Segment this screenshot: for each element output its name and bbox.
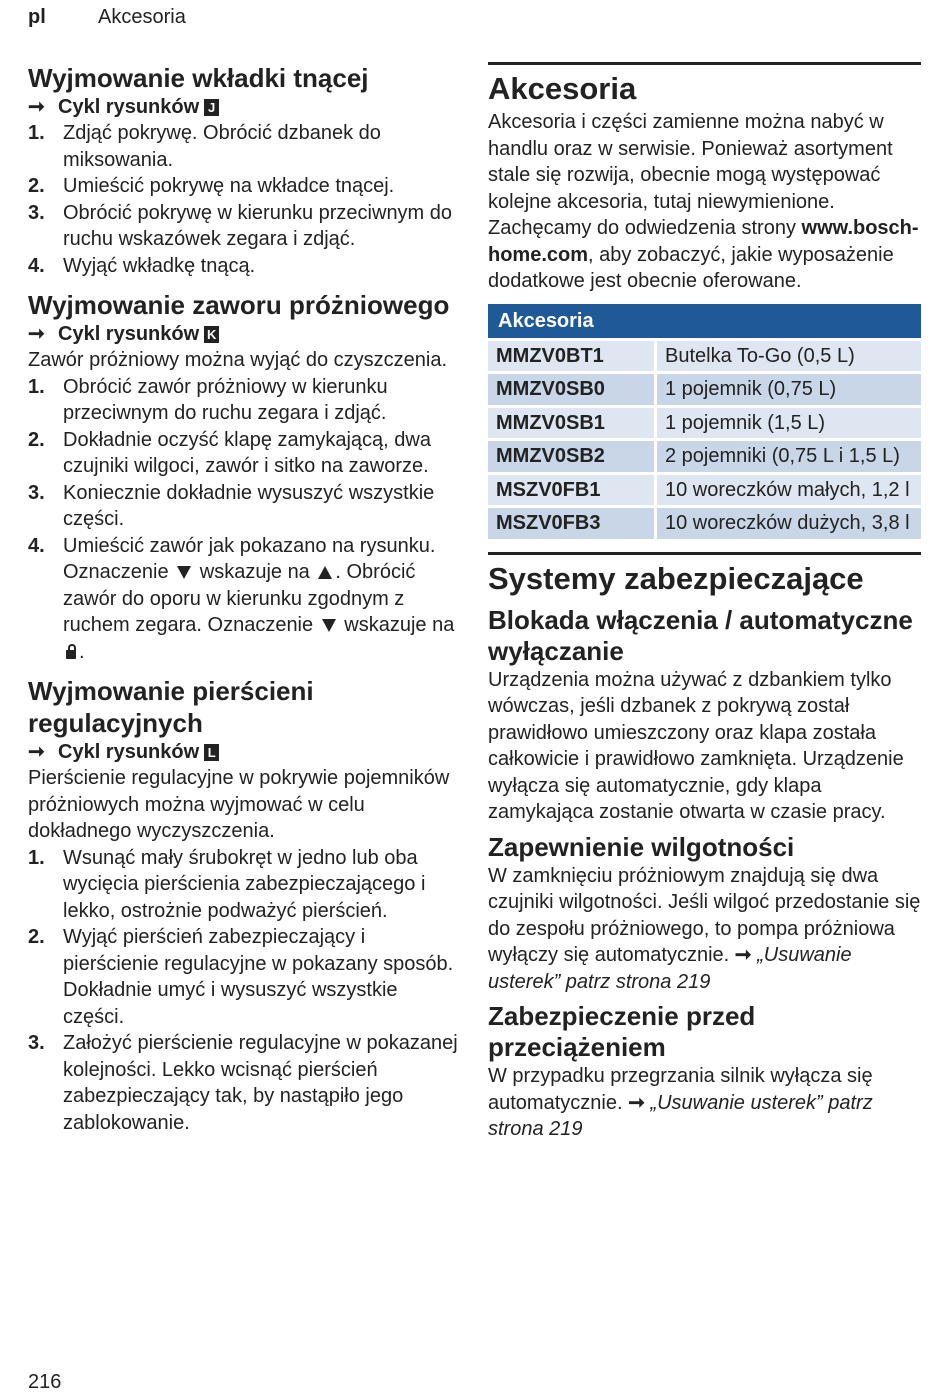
heading-cutter-removal: Wyjmowanie wkładki tnącej xyxy=(28,63,369,93)
overload-text: W przypadku przegrzania silnik wyłącza się automatycznie. ➞ „Usuwanie usterek” patrz strona 219 xyxy=(488,1065,873,1140)
section-divider xyxy=(488,552,921,555)
arrow-right-icon: ➞ xyxy=(734,944,752,966)
right-column xyxy=(488,62,921,1143)
list-item: 3. Koniecznie dokładnie wysuszyć wszystkie części. xyxy=(28,481,435,530)
list-item: 2. Wyjąć pierścień zabezpieczający i pierścienie regulacyjne w pokazany sposób. Dokładnie umyć i wysuszyć wszystkie części. xyxy=(28,926,454,1028)
triangle-up-icon xyxy=(318,566,332,579)
table-row: MMZV0SB1 1 pojemnik (1,5 L) xyxy=(488,408,921,439)
switch-lock-text: Urządzenia można używać z dzbankiem tylko wówczas, jeśli dzbanek z pokrywą został prawidłowo umieszczony oraz klapa została całkowicie i prawidłowo zamknięta. Urządzenie wyłącza się automatycznie, gdy klapa zamykająca zostanie otwarta w czasie pracy. xyxy=(488,668,904,823)
table-row: MMZV0SB0 1 pojemnik (0,75 L) xyxy=(488,374,921,405)
arrow-right-icon: ➞ xyxy=(28,741,45,763)
heading-ring-removal: Wyjmowanie pierścieni regulacyjnych xyxy=(28,676,314,738)
section-divider xyxy=(488,62,921,65)
left-column xyxy=(28,62,463,1136)
table-row: MSZV0FB1 10 woreczków małych, 1,2 l xyxy=(488,475,921,506)
steps-list xyxy=(28,845,463,1137)
list-item: 4. Umieścić zawór jak pokazano na rysunku. Oznaczenie wskazuje na . Obrócić zawór do oporu w kierunku zgodnym z ruchem zegara. Oznaczenie wskazuje na . xyxy=(28,534,455,663)
list-item: 2. Dokładnie oczyść klapę zamykającą, dwa czujniki wilgoci, zawór i sitko na zaworze. xyxy=(28,428,431,477)
triangle-down-icon xyxy=(177,566,191,579)
figure-letter-badge: L xyxy=(204,744,219,761)
website-link[interactable]: www.bosch-home.com xyxy=(488,217,919,266)
heading-switch-lock: Blokada włączenia / automatyczne wyłączanie xyxy=(488,604,913,666)
heading-safety-systems: Systemy zabezpieczające xyxy=(488,560,864,596)
list-item: 1. Zdjąć pokrywę. Obrócić dzbanek do miksowania. xyxy=(28,122,381,171)
figure-reference: ➞ Cykl rysunków J xyxy=(28,94,463,120)
arrow-right-icon: ➞ xyxy=(28,323,45,345)
page-header xyxy=(28,6,186,29)
list-item: 2. Umieścić pokrywę na wkładce tnącej. xyxy=(28,175,395,197)
steps-list xyxy=(28,374,463,666)
lock-icon xyxy=(66,650,76,659)
language-code: pl xyxy=(28,6,46,28)
figure-reference: ➞ Cykl rysunków K xyxy=(28,321,463,347)
arrow-right-icon: ➞ xyxy=(628,1091,645,1114)
figure-letter-badge: J xyxy=(204,99,219,116)
troubleshooting-link[interactable]: „Usuwanie usterek” patrz strona 219 xyxy=(488,944,852,993)
table-row: MSZV0FB3 10 woreczków dużych, 3,8 l xyxy=(488,508,921,539)
arrow-right-icon: ➞ xyxy=(28,96,45,118)
table-row: MMZV0BT1 Butelka To-Go (0,5 L) xyxy=(488,341,921,372)
accessories-table xyxy=(488,301,921,542)
section-name: Akcesoria xyxy=(98,6,186,28)
intro-text: Pierścienie regulacyjne w pokrywie pojemników próżniowych można wyjmować w celu dokładnego wyczyszczenia. xyxy=(28,767,450,842)
list-item: 3. Obrócić pokrywę w kierunku przeciwnym do ruchu wskazówek zegara i zdjąć. xyxy=(28,201,453,250)
figure-letter-badge: K xyxy=(204,326,219,343)
intro-text: Zawór próżniowy można wyjąć do czyszczenia. xyxy=(28,349,448,371)
heading-moisture-protection: Zapewnienie wilgotności xyxy=(488,831,795,862)
table-row: MMZV0SB2 2 pojemniki (0,75 L i 1,5 L) xyxy=(488,441,921,472)
list-item: 3. Założyć pierścienie regulacyjne w pokazanej kolejności. Lekko wcisnąć pierścień zabezpieczający tak, by nastąpiło jego zablokowanie. xyxy=(28,1032,458,1134)
figure-reference: ➞ Cykl rysunków L xyxy=(28,739,463,765)
troubleshooting-link[interactable]: „Usuwanie usterek” patrz strona 219 xyxy=(488,1091,873,1140)
heading-accessories: Akcesoria xyxy=(488,71,637,106)
list-item: 4. Wyjąć wkładkę tnącą. xyxy=(28,254,256,277)
table-header: Akcesoria xyxy=(488,304,921,338)
heading-overload-protection: Zabezpieczenie przed przeciążeniem xyxy=(488,1001,756,1062)
heading-vacuum-valve-removal: Wyjmowanie zaworu próżniowego xyxy=(28,290,450,320)
triangle-down-icon xyxy=(322,619,336,632)
list-item: 1. Wsunąć mały śrubokręt w jedno lub oba wycięcia pierścienia zabezpieczającego i lekko, ostrożnie podważyć pierścień. xyxy=(28,846,426,922)
list-item: 1. Obrócić zawór próżniowy w kierunku przeciwnym do ruchu zegara i zdjąć. xyxy=(28,375,388,424)
moisture-text: W zamknięciu próżniowym znajdują się dwa czujniki wilgotności. Jeśli wilgoć przedostanie się do zespołu próżniowego, to pompa próżniowa wyłączy się automatycznie. ➞ „Usuwanie usterek” patrz strona 219 xyxy=(488,864,921,993)
steps-list xyxy=(28,120,463,279)
page-number: 216 xyxy=(28,1371,62,1393)
accessories-text: Akcesoria i części zamienne można nabyć w handlu oraz w serwisie. Ponieważ asortyment stale się rozwija, obecnie mogą występować kolejne akcesoria, tutaj niewymienione. Zachęcamy do odwiedzenia strony www.bosch-home.com, aby zobaczyć, jakie wyposażenie dodatkowe jest obecnie oferowane. xyxy=(488,111,919,292)
